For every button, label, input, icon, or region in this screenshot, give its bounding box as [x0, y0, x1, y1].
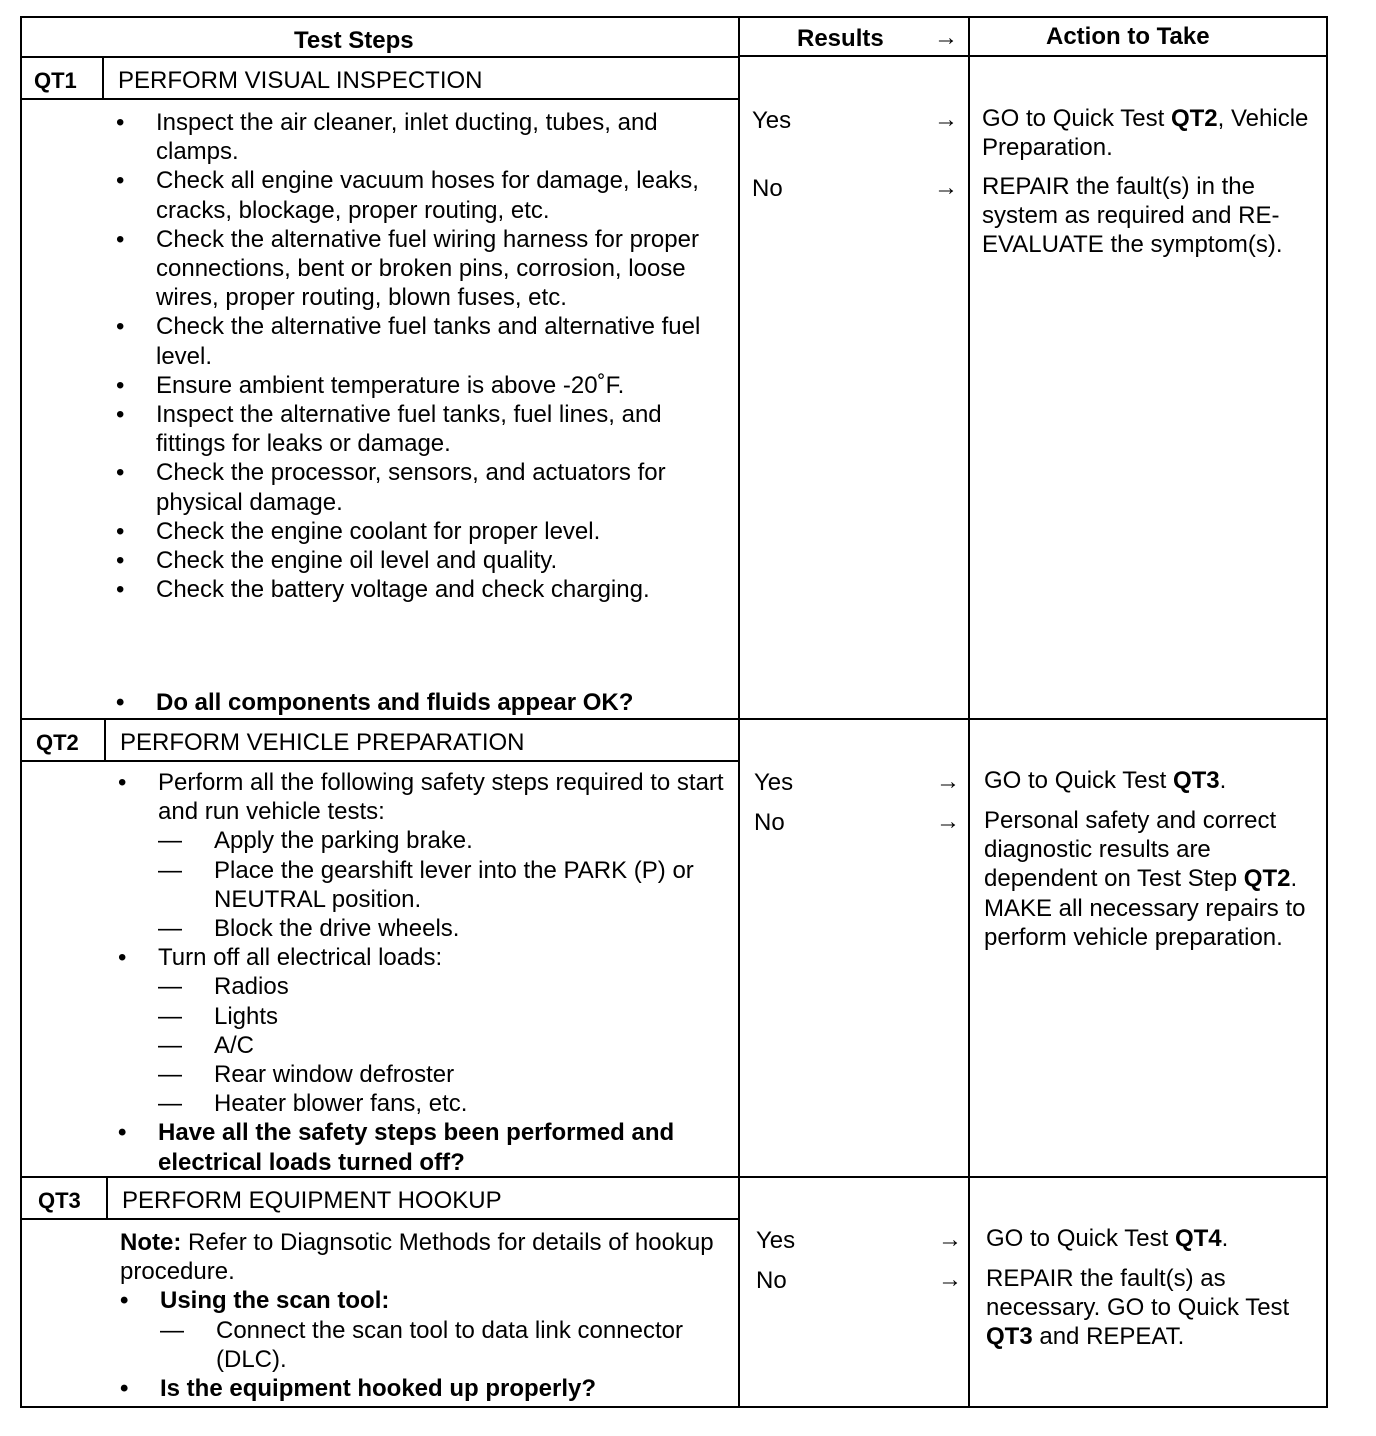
- qt2-question: • Have all the safety steps been performed and electrical loads turned off?: [118, 1119, 675, 1176]
- qt1-item: • Check the alternative fuel tanks and alternative fuel level.: [116, 313, 701, 370]
- qt2-title-rule: [22, 760, 738, 762]
- bullet-icon: •: [116, 517, 125, 545]
- dash-icon: —: [158, 856, 182, 884]
- arrow-icon: →: [938, 1266, 962, 1293]
- bullet-icon: •: [116, 689, 125, 716]
- qt1-action-yes: GO to Quick Test QT2, Vehicle Preparation.: [982, 105, 1309, 162]
- qt2-step-id: QT2: [36, 730, 79, 755]
- qt3-title: PERFORM EQUIPMENT HOOKUP: [122, 1187, 502, 1214]
- qt2-action-no: Personal safety and correct diagnostic results are dependent on Test Step QT2. MAKE all necessary repairs to perform vehicle preparation.: [984, 807, 1306, 951]
- qt1-item: • Check the engine coolant for proper level.: [116, 517, 601, 545]
- dash-icon: —: [158, 1061, 182, 1089]
- qt1-checklist: [116, 108, 736, 604]
- qt3-action-yes: GO to Quick Test QT4.: [986, 1225, 1229, 1252]
- qt1-title: PERFORM VISUAL INSPECTION: [118, 67, 483, 94]
- bullet-icon: •: [116, 313, 125, 341]
- qt1-action-no: REPAIR the fault(s) in the system as required and RE-EVALUATE the symptom(s).: [982, 173, 1283, 259]
- bullet-icon: •: [116, 547, 125, 575]
- qt3-note: Note: Refer to Diagnsotic Methods for details of hookup procedure.: [120, 1229, 714, 1286]
- qt2-row-rule: [22, 1176, 1328, 1178]
- test-steps-table: [20, 16, 1328, 1408]
- qt1-item: • Check the alternative fuel wiring harness for proper connections, bent or broken pins, corrosion, loose wires, proper routing, blown fuses, etc.: [116, 225, 699, 312]
- qt1-result-no: No: [752, 175, 783, 202]
- dash-icon: —: [160, 1316, 184, 1344]
- qt1-item: • Ensure ambient temperature is above -20˚F.: [116, 371, 625, 399]
- column-divider-results: [738, 18, 740, 1406]
- qt2-checklist: • Perform all the following safety steps required to start and run vehicle tests: — Apply the parking brake. — Place the gearshift lever into the PARK (P) or NEUTRAL position. — Block the drive wheels. • Turn off all electrical loads: — Radios — Lights — A/C — Rear window defroster — Heater blower fans, etc. • Have all the safety steps been performed and electrical loads turned off?: [118, 768, 736, 1177]
- qt3-question: • Is the equipment hooked up properly?: [120, 1375, 597, 1403]
- qt3-title-rule: [22, 1218, 738, 1220]
- dash-icon: —: [158, 1002, 182, 1030]
- qt3-step-id: QT3: [38, 1188, 81, 1213]
- arrow-icon: →: [934, 174, 958, 201]
- qt2-title: PERFORM VEHICLE PREPARATION: [120, 729, 525, 756]
- bullet-icon: •: [116, 459, 125, 487]
- qt1-item: • Check the battery voltage and check charging.: [116, 576, 650, 604]
- bullet-icon: •: [116, 109, 125, 136]
- header-action-to-take: Action to Take: [1046, 23, 1210, 50]
- header-arrow-icon: →: [934, 24, 958, 51]
- header-rule-right: [738, 55, 1328, 57]
- bullet-icon: •: [116, 576, 125, 604]
- bullet-icon: •: [118, 944, 127, 972]
- bullet-icon: •: [118, 769, 127, 796]
- bullet-icon: •: [116, 167, 125, 195]
- qt1-question: • Do all components and fluids appear OK?: [116, 689, 634, 716]
- qt3-id-divider: [106, 1176, 108, 1218]
- qt1-item: • Check the processor, sensors, and actuators for physical damage.: [116, 459, 666, 516]
- arrow-icon: →: [934, 106, 958, 133]
- bullet-icon: •: [116, 401, 125, 429]
- bullet-icon: •: [120, 1375, 129, 1403]
- header-rule-left: [22, 56, 738, 58]
- qt1-item: • Check the engine oil level and quality.: [116, 547, 558, 575]
- dash-icon: —: [158, 1090, 182, 1118]
- qt1-step-id: QT1: [34, 68, 77, 93]
- qt2-result-no: No: [754, 809, 785, 836]
- dash-icon: —: [158, 827, 182, 855]
- qt1-result-yes: Yes: [752, 107, 792, 134]
- qt1-item: • Inspect the alternative fuel tanks, fuel lines, and fittings for leaks or damage.: [116, 401, 662, 458]
- bullet-icon: •: [118, 1119, 127, 1147]
- bullet-icon: •: [116, 371, 125, 399]
- qt2-id-divider: [104, 718, 106, 760]
- qt1-id-divider: [102, 56, 104, 100]
- qt3-result-yes: Yes: [756, 1227, 796, 1254]
- qt3-checklist: Note: Refer to Diagnsotic Methods for details of hookup procedure. • Using the scan tool: — Connect the scan tool to data link connector (DLC). • Is the equipment hooked up properly?: [120, 1228, 726, 1403]
- header-test-steps: Test Steps: [294, 27, 414, 54]
- qt3-action-no: REPAIR the fault(s) as necessary. GO to Quick Test QT3 and REPEAT.: [986, 1265, 1290, 1351]
- dash-icon: —: [158, 973, 182, 1001]
- header-results: Results: [797, 25, 884, 52]
- bullet-icon: •: [116, 225, 125, 253]
- qt2-action-yes: GO to Quick Test QT3.: [984, 767, 1227, 794]
- dash-icon: —: [158, 915, 182, 943]
- qt1-item: • Check all engine vacuum hoses for damage, leaks, cracks, blockage, proper routing, etc.: [116, 167, 699, 224]
- qt2-result-yes: Yes: [754, 769, 794, 796]
- qt1-title-rule: [22, 98, 738, 100]
- arrow-icon: →: [936, 768, 960, 795]
- dash-icon: —: [158, 1031, 182, 1059]
- column-divider-action: [968, 18, 970, 1406]
- arrow-icon: →: [936, 808, 960, 835]
- qt1-item: • Inspect the air cleaner, inlet ducting, tubes, and clamps.: [116, 109, 658, 166]
- qt3-result-no: No: [756, 1267, 787, 1294]
- qt1-row-rule: [22, 718, 1328, 720]
- arrow-icon: →: [938, 1226, 962, 1253]
- bullet-icon: •: [120, 1287, 129, 1315]
